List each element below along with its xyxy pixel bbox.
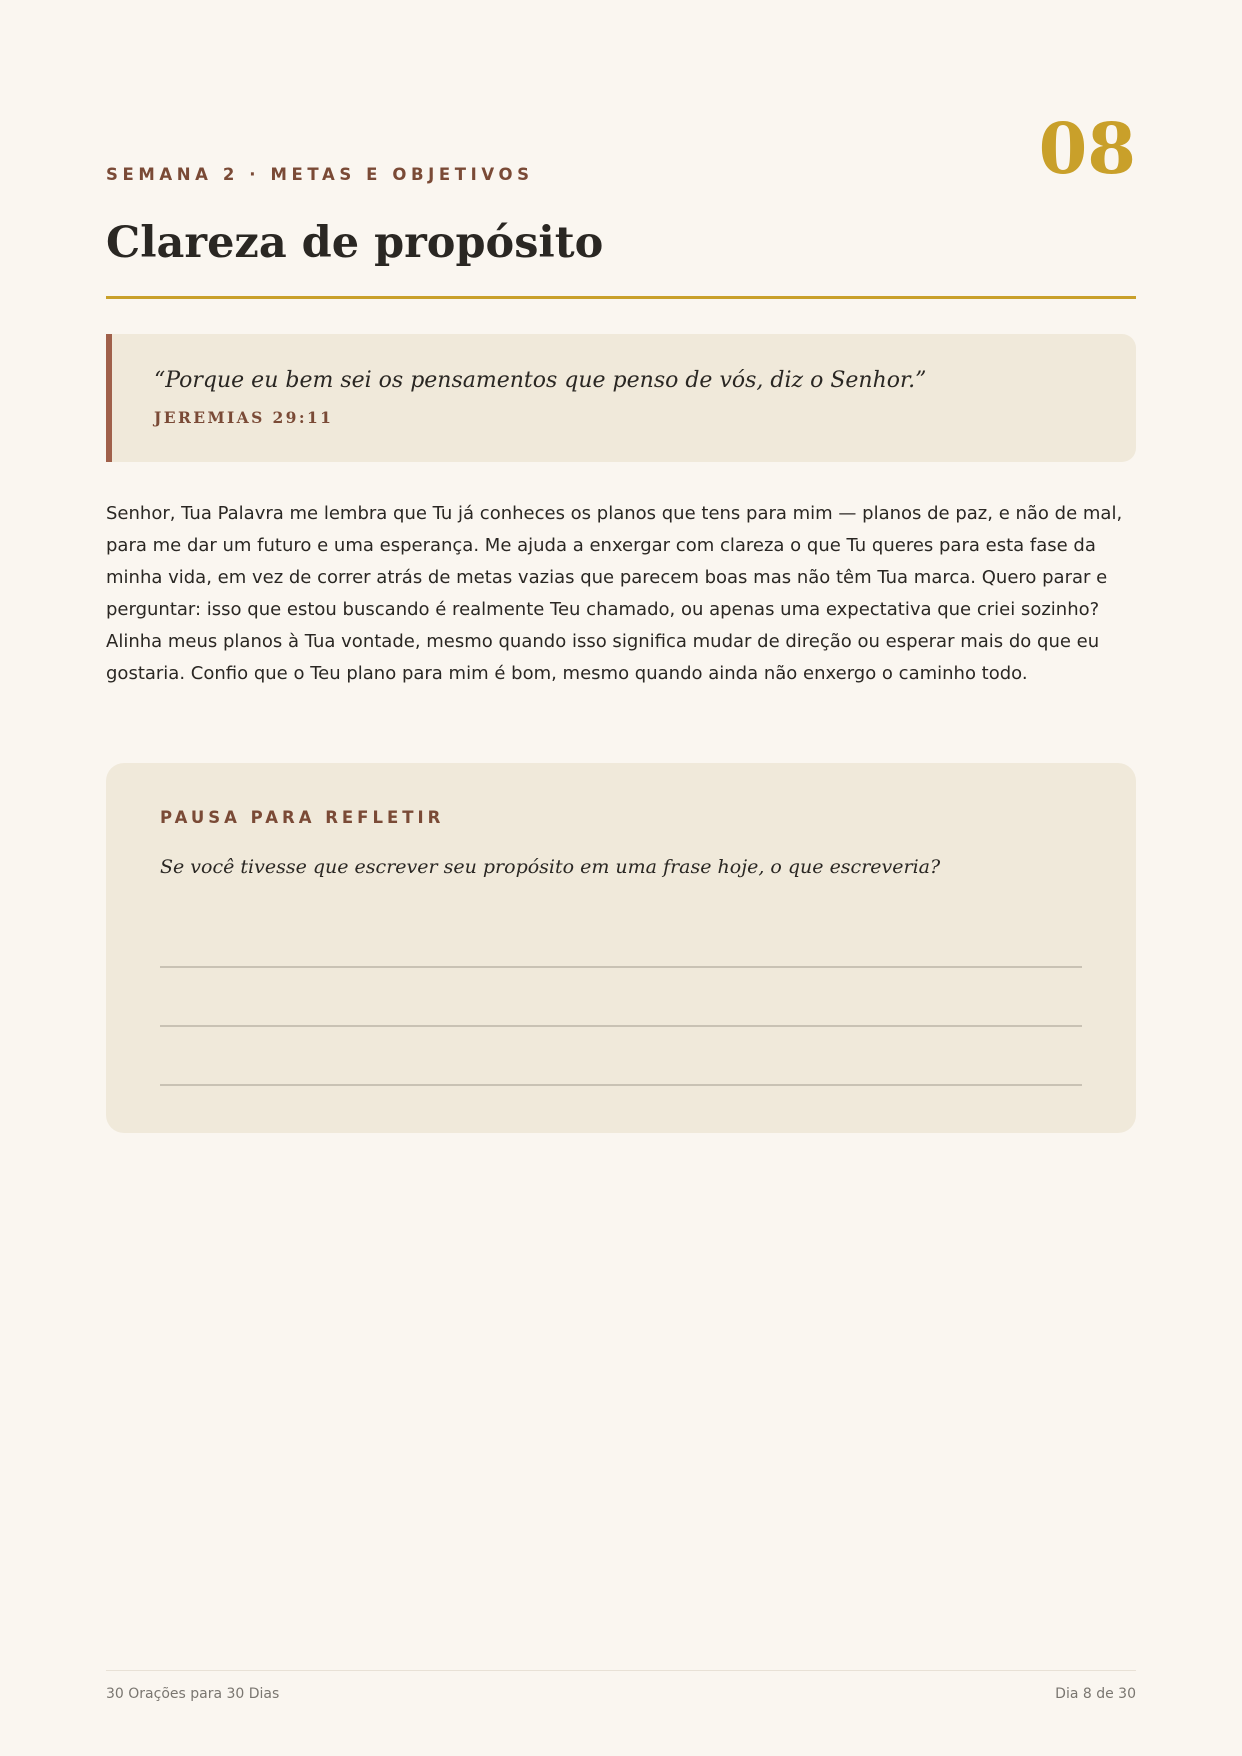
verse-quote-box — [106, 334, 1136, 462]
verse-reference: JEREMIAS 29:11 — [154, 408, 334, 427]
footer-page-indicator: Dia 8 de 30 — [1055, 1686, 1136, 1702]
devotional-page — [106, 0, 1136, 1756]
page-title: Clareza de propósito — [106, 218, 604, 268]
writing-line — [160, 1025, 1082, 1027]
reflection-box — [106, 763, 1136, 1133]
reflection-question: Se você tivesse que escrever seu propósito em uma frase hoje, o que escreveria? — [160, 856, 941, 878]
title-divider — [106, 296, 1136, 299]
footer-divider — [106, 1670, 1136, 1671]
page-header — [106, 107, 1136, 198]
week-label: SEMANA 2 · METAS E OBJETIVOS — [106, 165, 534, 184]
reflection-label: PAUSA PARA REFLETIR — [160, 808, 445, 827]
prayer-text: Senhor, Tua Palavra me lembra que Tu já conheces os planos que tens para mim — planos de paz, e não de mal, para me dar um futuro e uma esperança. Me ajuda a enxergar com clareza o que Tu queres para esta fase da minha vida, em vez de correr atrás de metas vazias que parecem boas mas não têm Tua marca. Quero parar e perguntar: isso que estou buscando é realmente Teu chamado, ou apenas uma expectativa que criei sozinho? Alinha meus planos à Tua vontade, mesmo quando isso significa mudar de direção ou esperar mais do que eu gostaria. Confio que o Teu plano para mim é bom, mesmo quando ainda não enxergo o caminho todo. — [106, 503, 1123, 684]
verse-text: “Porque eu bem sei os pensamentos que penso de vós, diz o Senhor.” — [154, 368, 927, 393]
day-number: 08 — [1038, 107, 1136, 190]
writing-line — [160, 966, 1082, 968]
writing-line — [160, 1084, 1082, 1086]
footer-book-title: 30 Orações para 30 Dias — [106, 1686, 280, 1702]
